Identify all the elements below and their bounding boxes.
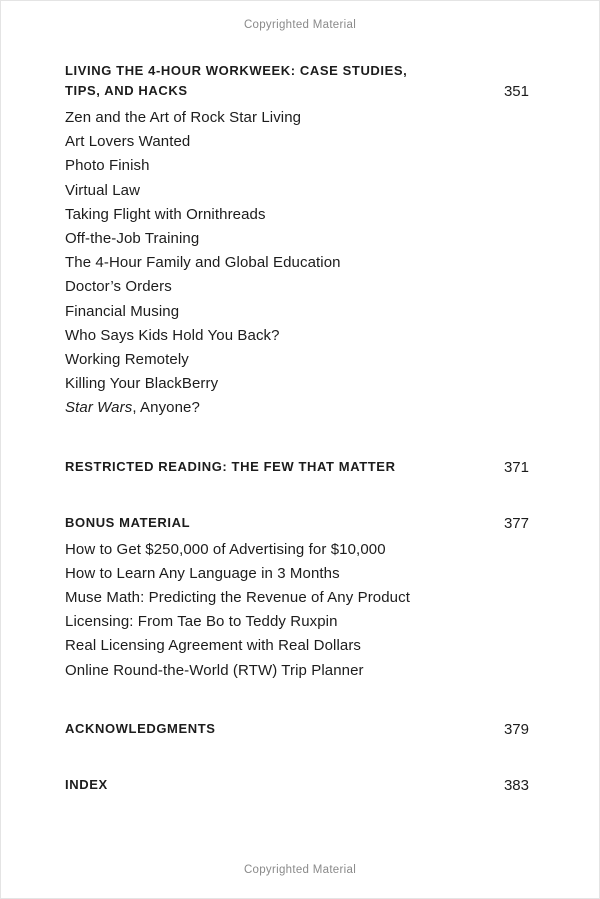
toc-section — [65, 61, 529, 421]
toc-entry: Muse Math: Predicting the Revenue of Any Product — [65, 589, 410, 607]
toc-entry: Virtual Law — [65, 181, 141, 199]
toc-entry: Photo Finish — [65, 157, 150, 175]
toc-page-number: 351 — [503, 83, 529, 100]
toc-section-heading — [65, 457, 396, 477]
toc-page-number: 377 — [503, 514, 529, 532]
toc-section — [65, 513, 529, 683]
table-of-contents — [1, 31, 599, 800]
toc-entry: Real Licensing Agreement with Real Dollars — [65, 637, 362, 655]
toc-heading-line: TIPS, AND HACKS — [65, 83, 188, 98]
toc-page-number: 383 — [503, 776, 529, 794]
toc-entry: Financial Musing — [65, 302, 180, 320]
toc-entry: How to Learn Any Language in 3 Months — [65, 564, 340, 582]
toc-heading-row — [65, 775, 529, 795]
toc-page-number: 379 — [503, 720, 529, 738]
toc-entry: Taking Flight with Ornithreads — [65, 205, 266, 223]
toc-section — [65, 719, 529, 739]
toc-heading-row — [65, 719, 529, 739]
toc-heading-line: RESTRICTED READING: THE FEW THAT MATTER — [65, 458, 396, 474]
toc-heading-line: BONUS MATERIAL — [65, 514, 191, 530]
toc-entry: Killing Your BlackBerry — [65, 375, 219, 393]
toc-entry: Who Says Kids Hold You Back? — [65, 326, 280, 344]
toc-entry: The 4-Hour Family and Global Education — [65, 254, 341, 272]
toc-heading-row — [65, 61, 529, 101]
toc-section — [65, 457, 529, 477]
toc-entry-italic-text: Star Wars — [65, 399, 133, 417]
toc-heading-line: ACKNOWLEDGMENTS — [65, 720, 216, 736]
toc-heading-line: LIVING THE 4-HOUR WORKWEEK: CASE STUDIES, — [65, 63, 408, 78]
toc-section-heading — [65, 719, 216, 739]
toc-entry-text: , Anyone? — [132, 399, 200, 417]
copyright-notice-top: Copyrighted Material — [243, 19, 357, 31]
toc-entry: Zen and the Art of Rock Star Living — [65, 109, 302, 126]
toc-section-heading — [65, 513, 190, 533]
toc-page-number: 371 — [503, 458, 529, 476]
toc-entry: Working Remotely — [65, 351, 189, 369]
toc-entry — [65, 396, 529, 420]
toc-section-heading — [65, 61, 407, 101]
toc-heading-row — [65, 513, 529, 533]
toc-section — [65, 775, 529, 795]
toc-heading-line: INDEX — [65, 776, 108, 792]
copyright-notice-bottom: Copyrighted Material — [243, 864, 357, 876]
toc-section-heading — [65, 775, 108, 795]
toc-entry: Art Lovers Wanted — [65, 133, 191, 151]
toc-entry: Online Round-the-World (RTW) Trip Planner — [65, 661, 364, 679]
toc-heading-row — [65, 457, 529, 477]
toc-entry: How to Get $250,000 of Advertising for $10,000 — [65, 540, 386, 558]
toc-entry: Doctor’s Orders — [65, 278, 172, 296]
toc-entry: Off-the-Job Training — [65, 230, 200, 248]
toc-entry: Licensing: From Tae Bo to Teddy Ruxpin — [65, 613, 338, 631]
